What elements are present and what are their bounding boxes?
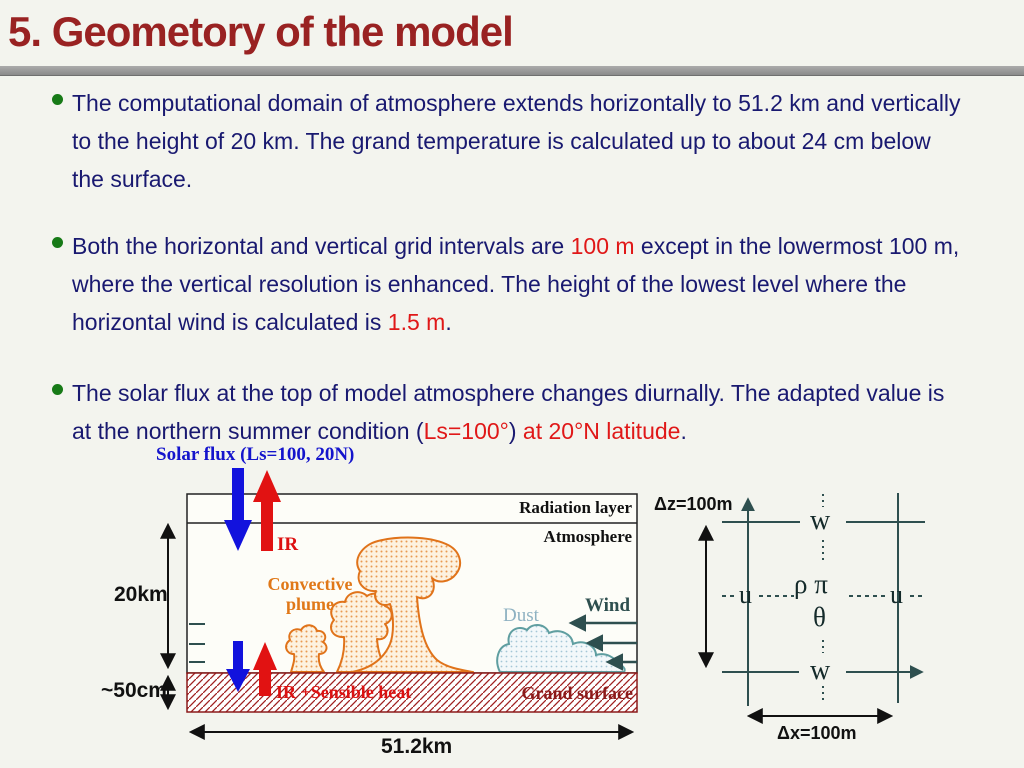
wind-label: Wind xyxy=(585,595,631,616)
dz-100m-label: Δz=100m xyxy=(654,494,733,514)
text-segment: The solar flux at the top of model atmosphere changes diurnally. The adapted value is at the northern summer condition ( xyxy=(72,380,945,444)
title-divider-bar xyxy=(0,66,1024,76)
radiation-layer-label: Radiation layer xyxy=(519,498,632,517)
height-20km-label: 20km xyxy=(114,583,168,606)
text-segment: ) xyxy=(508,418,523,444)
grid-symbol-u-right: u xyxy=(890,580,903,609)
text-segment: except in the lowermost 100 m, where the vertical resolution is enhanced. The height of the lowest level where the horizontal wind is calculated is xyxy=(72,233,960,335)
text-segment-highlight: at 20°N latitude xyxy=(522,418,681,444)
grid-symbol-theta: θ xyxy=(813,602,826,632)
text-segment-highlight: 1.5 m xyxy=(387,309,446,335)
bullet-item-solar xyxy=(46,374,964,450)
bullet-item-domain xyxy=(46,84,964,198)
text-segment: Both the horizontal and vertical grid intervals are xyxy=(72,233,571,259)
bullet-text xyxy=(46,227,964,341)
dx-100m-label: Δx=100m xyxy=(777,723,857,743)
convective-plume-label xyxy=(252,574,368,614)
text-segment: . xyxy=(680,418,687,444)
subsurface-50cm-label: ~50cm xyxy=(101,679,167,702)
page-title: 5. Geometory of the model xyxy=(8,8,513,55)
bullet-text xyxy=(46,84,964,198)
grid-symbol-rho-pi: ρ π xyxy=(794,569,828,599)
bullet-item-grid xyxy=(46,227,964,341)
grand-surface-label: Grand surface xyxy=(521,683,633,703)
bullet-text xyxy=(46,374,964,450)
grid-symbol-u-left: u xyxy=(739,580,752,609)
ir-label: IR xyxy=(277,534,299,555)
grid-symbol-w-top: w xyxy=(810,505,831,536)
grid-symbol-w-bottom: w xyxy=(810,655,831,686)
text-segment: The computational domain of atmosphere extends horizontally to 51.2 km and vertically to the height of 20 km. The grand temperature is calculated up to about 24 cm below the surface. xyxy=(72,90,961,192)
solar-flux-label: Solar flux (Ls=100, 20N) xyxy=(156,444,355,465)
bullet-icon xyxy=(52,384,63,395)
text-segment-highlight: 100 m xyxy=(570,233,635,259)
bullet-icon xyxy=(52,94,63,105)
text-segment-highlight: Ls=100° xyxy=(423,418,509,444)
dust-label: Dust xyxy=(503,605,539,626)
width-512km-label: 51.2km xyxy=(381,735,453,758)
atmosphere-label: Atmosphere xyxy=(543,527,632,546)
bullet-icon xyxy=(52,237,63,248)
convective-line1: Convective xyxy=(267,574,353,594)
convective-line2: plume xyxy=(285,594,334,614)
ir-sensible-heat-label: IR +Sensible heat xyxy=(276,682,412,702)
text-segment: . xyxy=(445,309,452,335)
